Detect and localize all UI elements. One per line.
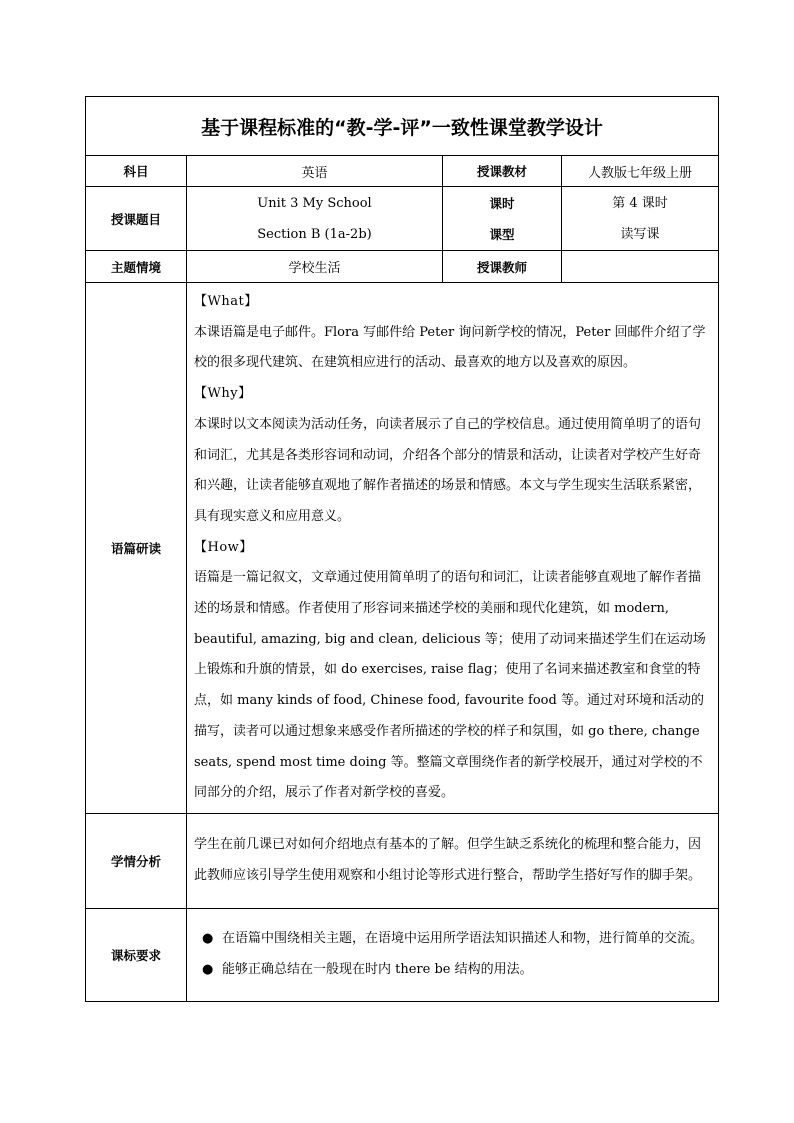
document-title: 基于课程标准的“教-学-评”一致性课堂教学设计 [86, 97, 719, 156]
lesson-type-value: 读写课 [620, 226, 660, 242]
student-analysis-label: 学情分析 [86, 814, 187, 909]
why-heading: 【Why】 [194, 386, 252, 402]
textbook-value: 人教版七年级上册 [562, 156, 719, 187]
teacher-value [562, 251, 719, 283]
what-text: 本课语篇是电子邮件。Flora 写邮件给 Peter 询问新学校的情况，Peter 回邮件介绍了学校的很多现代建筑、在建筑相应进行的活动、最喜欢的地方以及喜欢的原因。 [194, 324, 706, 371]
how-text: 语篇是一篇记叙文，文章通过使用简单明了的语句和词汇，让读者能够直观地了解作者描述的场景和情感。作者使用了形容词来描述学校的美丽和现代化建筑，如 modern, beautiful, amazing, big and clean, delicious 等；使用了动词来描述学生们在运动场上锻炼和升旗的情景，如 do exercises, raise flag；使用了名词来描述教室和食堂的特点，如 many kinds of food, Chinese food, favourite food 等。通过对环境和活动的描写，读者可以通过想象来感受作者所描述的学校的样子和氛围，如 go there, change seats, spend most time doing 等。整篇文章围绕作者的新学校展开，通过对学校的不同部分的介绍，展示了作者对新学校的喜爱。 [194, 570, 706, 801]
topic-value [187, 187, 443, 251]
teacher-label: 授课教师 [443, 251, 562, 283]
textbook-label: 授课教材 [443, 156, 562, 187]
subject-label: 科目 [86, 156, 187, 187]
lesson-plan-table [85, 96, 719, 1002]
topic-section: Section B (1a-2b) [257, 226, 372, 242]
period-type-values [562, 187, 719, 251]
what-heading: 【What】 [194, 294, 258, 310]
student-analysis-text: 学生在前几课已对如何介绍地点有基本的了解。但学生缺乏系统化的梳理和整合能力，因此教师应该引导学生使用观察和小组讨论等形式进行整合，帮助学生搭好写作的脚手架。 [187, 814, 719, 909]
theme-label: 主题情境 [86, 251, 187, 283]
period-type-labels [443, 187, 562, 251]
topic-label: 授课题目 [86, 187, 187, 251]
bullet-icon: ● [202, 931, 214, 947]
period-label: 课时 [489, 195, 515, 211]
subject-value: 英语 [187, 156, 443, 187]
standards-content [187, 909, 719, 1002]
analysis-label: 语篇研读 [86, 283, 187, 814]
bullet-icon: ● [202, 962, 214, 977]
analysis-content [187, 283, 719, 814]
topic-unit: Unit 3 My School [257, 195, 372, 211]
period-value: 第 4 课时 [612, 195, 668, 211]
standard-text: 能够正确总结在一般现在时内 there be 结构的用法。 [222, 962, 533, 977]
lesson-type-label: 课型 [489, 226, 515, 242]
standards-label: 课标要求 [86, 909, 187, 1002]
standard-text: 在语篇中围绕相关主题，在语境中运用所学语法知识描述人和物，进行简单的交流。 [222, 931, 704, 947]
theme-value: 学校生活 [187, 251, 443, 283]
list-item [194, 955, 713, 986]
list-item [194, 924, 713, 955]
how-heading: 【How】 [194, 539, 253, 555]
standards-list [194, 924, 713, 985]
why-text: 本课时以文本阅读为活动任务，向读者展示了自己的学校信息。通过使用简单明了的语句和词汇，尤其是各类形容词和动词，介绍各个部分的情景和活动，让读者对学校产生好奇和兴趣，让读者能够直观地了解作者描述的场景和情感。本文与学生现实生活联系紧密，具有现实意义和应用意义。 [194, 416, 702, 524]
